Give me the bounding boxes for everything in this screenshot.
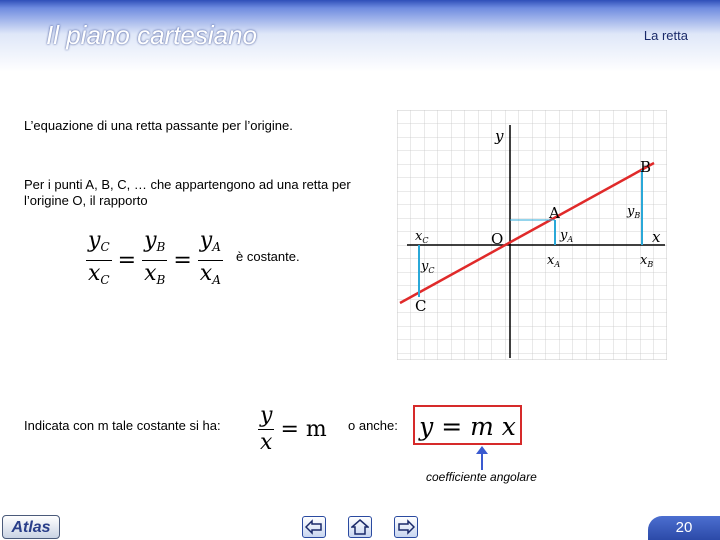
x-axis-label: x (652, 228, 661, 246)
arrow-right-icon (397, 519, 415, 535)
page-title: Il piano cartesiano (46, 20, 258, 50)
svg-text:xB: $x_B$ (640, 253, 654, 269)
section-title: La retta (643, 28, 688, 43)
fraction-c: $\frac{y_C}{x_C}$ (88, 228, 110, 287)
arrow-left-icon (305, 519, 323, 535)
svg-text:xC: $x_C$ (415, 229, 429, 245)
constant-text: è costante. (236, 249, 300, 264)
arrow-up-icon (474, 446, 490, 470)
fraction-b: $\frac{y_B}{x_B}$ (144, 228, 166, 287)
equals-sign: = (117, 248, 137, 273)
or-also-text: o anche: (348, 418, 398, 433)
ratio-formula (86, 228, 223, 293)
slope-formula: $\frac{y}{x}$ = m (260, 403, 327, 455)
svg-text:yB: $y_B$ (627, 204, 641, 220)
next-button[interactable] (394, 516, 418, 538)
point-a-label: A (549, 204, 560, 222)
header-bar (0, 0, 720, 72)
boxed-equation: y = m x (413, 405, 522, 445)
page-number: 20 (648, 516, 720, 540)
slope-label: coefficiente angolare (426, 470, 537, 484)
home-button[interactable] (348, 516, 372, 538)
points-text: Per i punti A, B, C, … che appartengono ad una retta per l’origine O, il rapporto (24, 177, 351, 208)
y-axis-label: y (495, 127, 504, 145)
origin-label: O (491, 230, 504, 248)
svg-text:xA: $x_A$ (547, 253, 561, 269)
intro-text: L’equazione di una retta passante per l’origine. (24, 118, 293, 133)
indicated-text: Indicata con m tale costante si ha: (24, 418, 221, 433)
prev-button[interactable] (302, 516, 326, 538)
cartesian-graph (397, 110, 667, 360)
atlas-logo: Atlas (2, 515, 60, 539)
svg-text:yC: $y_C$ (421, 259, 435, 275)
point-c-label: C (415, 297, 427, 315)
fraction-a: $\frac{y_A}{x_A}$ (199, 228, 221, 287)
svg-text:yA: $y_A$ (560, 228, 574, 244)
point-b-label: B (640, 158, 652, 176)
home-icon (351, 519, 369, 535)
equals-sign: = (173, 248, 192, 273)
